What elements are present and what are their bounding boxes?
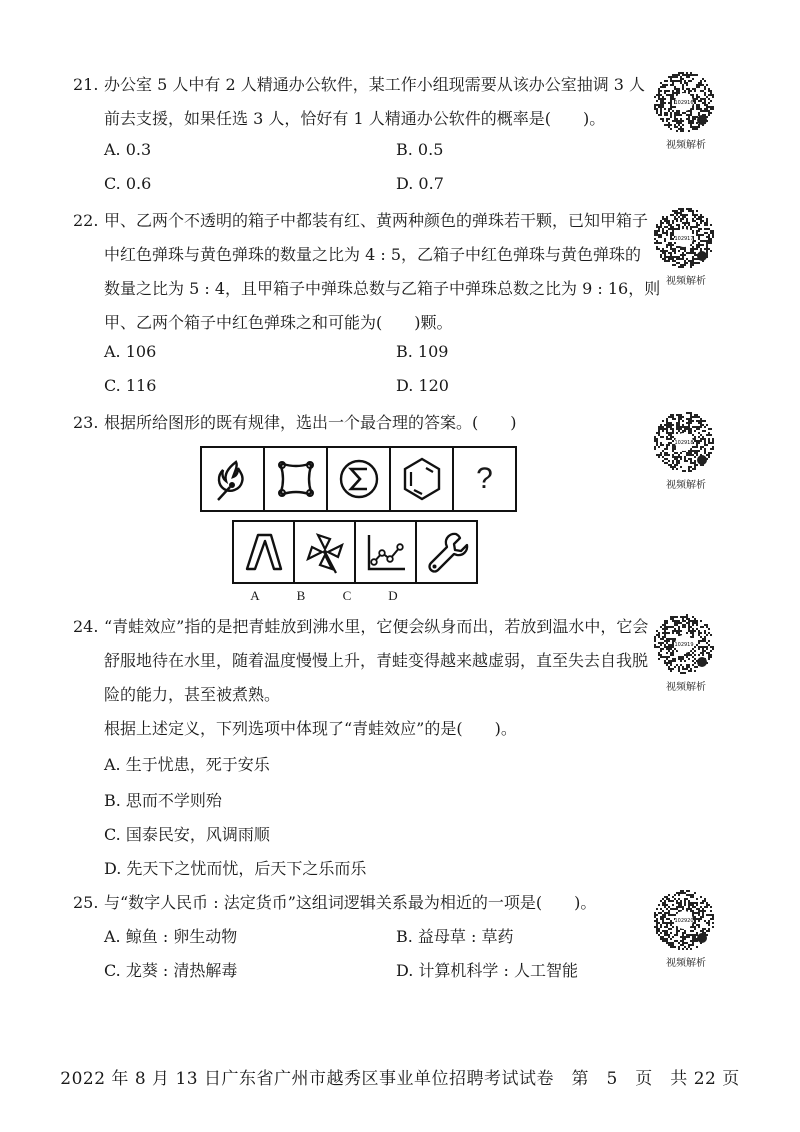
label-d: D [388, 588, 398, 603]
question-mark: ? [476, 462, 493, 495]
qr-code-21[interactable] [652, 70, 720, 151]
label-b: B [296, 588, 306, 603]
option-c[interactable]: C. 116 [104, 376, 157, 395]
option-a[interactable]: A. 0.3 [104, 140, 152, 159]
option-b[interactable]: B. 109 [396, 342, 449, 361]
qr-code-23[interactable] [652, 410, 720, 491]
question-23 [73, 406, 656, 440]
answer-figure-d[interactable] [415, 520, 478, 584]
qr-code-number: 102919 [674, 642, 694, 648]
question-text: 根据所给图形的既有规律，选出一个最合理的答案。( ) [104, 413, 517, 432]
question-number: 23. [73, 413, 99, 432]
sigma-circle-icon [334, 454, 384, 504]
question-number: 24. [73, 617, 99, 636]
qr-code-number: 102920 [674, 918, 694, 924]
question-text: 办公室 5 人中有 2 人精通办公软件，某工作小组现需要从该办公室抽调 3 人 [104, 75, 646, 94]
qr-caption: 视频解析 [666, 958, 706, 969]
rounded-square-icon [271, 454, 321, 504]
option-d[interactable]: D. 120 [396, 376, 449, 395]
option-d[interactable]: D. 0.7 [396, 174, 444, 193]
qr-code-icon [652, 612, 716, 676]
qr-code-24[interactable] [652, 612, 720, 693]
wrench-icon [424, 529, 470, 575]
answer-figure-c[interactable] [354, 520, 415, 584]
option-c[interactable]: C. 0.6 [104, 174, 152, 193]
figure-1 [200, 446, 263, 512]
option-a[interactable]: A. 生于忧患，死于安乐 [104, 755, 270, 774]
option-c[interactable]: C. 龙葵 : 清热解毒 [104, 961, 238, 980]
figure-2 [263, 446, 326, 512]
qr-caption: 视频解析 [666, 480, 706, 491]
question-text: 甲、乙两个箱子中红色弹珠之和可能为( )颗。 [104, 313, 453, 332]
option-a[interactable]: A. 106 [104, 342, 157, 361]
question-text: 与“数字人民币 : 法定货币”这组词逻辑关系最为相近的一项是( )。 [104, 893, 597, 912]
figure-sequence [200, 446, 517, 512]
figure-3 [326, 446, 389, 512]
option-b[interactable]: B. 益母草 : 草药 [396, 927, 514, 946]
option-b[interactable]: B. 思而不学则殆 [104, 791, 222, 810]
option-a[interactable]: A. 鲸鱼 : 卵生动物 [104, 927, 238, 946]
match-fire-icon [208, 454, 258, 504]
lambda-shape-icon [241, 529, 287, 575]
qr-code-icon [652, 410, 716, 474]
figure-question-mark [452, 446, 517, 512]
question-number: 22. [73, 211, 99, 230]
question-21 [73, 68, 656, 136]
qr-code-icon [652, 206, 716, 270]
option-d[interactable]: D. 先天下之忧而忧，后天下之乐而乐 [104, 859, 367, 878]
question-text: 中红色弹珠与黄色弹珠的数量之比为 4 : 5，乙箱子中红色弹珠与黄色弹珠的 [104, 245, 642, 264]
option-d[interactable]: D. 计算机科学 : 人工智能 [396, 961, 578, 980]
benzene-hexagon-icon [397, 454, 447, 504]
question-number: 25. [73, 893, 99, 912]
question-prompt: 根据上述定义，下列选项中体现了“青蛙效应”的是( )。 [104, 719, 517, 738]
qr-caption: 视频解析 [666, 140, 706, 151]
question-text: “青蛙效应”指的是把青蛙放到沸水里，它便会纵身而出，若放到温水中，它会 [104, 617, 649, 636]
page-footer: 2022 年 8 月 13 日广东省广州市越秀区事业单位招聘考试试卷 第 5 页 共 22 页 [60, 1069, 740, 1089]
option-b[interactable]: B. 0.5 [396, 140, 444, 159]
label-a: A [250, 588, 260, 603]
qr-code-icon [652, 70, 716, 134]
line-chart-icon [363, 529, 409, 575]
qr-code-number: 102917 [674, 236, 694, 242]
answer-figure-b[interactable] [293, 520, 354, 584]
question-text: 数量之比为 5 : 4，且甲箱子中弹珠总数与乙箱子中弹珠总数之比为 9 : 16，则 [104, 279, 661, 298]
label-c: C [342, 588, 352, 603]
pinwheel-icon [302, 529, 348, 575]
question-25 [73, 886, 656, 920]
answer-figure-labels [232, 588, 416, 604]
answer-figures [232, 520, 478, 584]
question-22 [73, 204, 661, 340]
qr-caption: 视频解析 [666, 682, 706, 693]
question-text: 前去支援，如果任选 3 人，恰好有 1 人精通办公软件的概率是( )。 [104, 109, 606, 128]
qr-code-25[interactable] [652, 888, 720, 969]
question-24 [73, 610, 656, 712]
figure-4 [389, 446, 452, 512]
qr-code-number: 102918 [674, 440, 694, 446]
qr-code-icon [652, 888, 716, 952]
option-c[interactable]: C. 国泰民安，风调雨顺 [104, 825, 270, 844]
answer-figure-a[interactable] [232, 520, 293, 584]
question-text: 甲、乙两个不透明的箱子中都装有红、黄两种颜色的弹珠若干颗，已知甲箱子 [104, 211, 649, 230]
question-number: 21. [73, 75, 99, 94]
qr-code-22[interactable] [652, 206, 720, 287]
question-text: 险的能力，甚至被煮熟。 [104, 685, 281, 704]
qr-code-number: 102916 [674, 100, 694, 106]
qr-caption: 视频解析 [666, 276, 706, 287]
question-text: 舒服地待在水里，随着温度慢慢上升，青蛙变得越来越虚弱，直至失去自我脱 [104, 651, 649, 670]
